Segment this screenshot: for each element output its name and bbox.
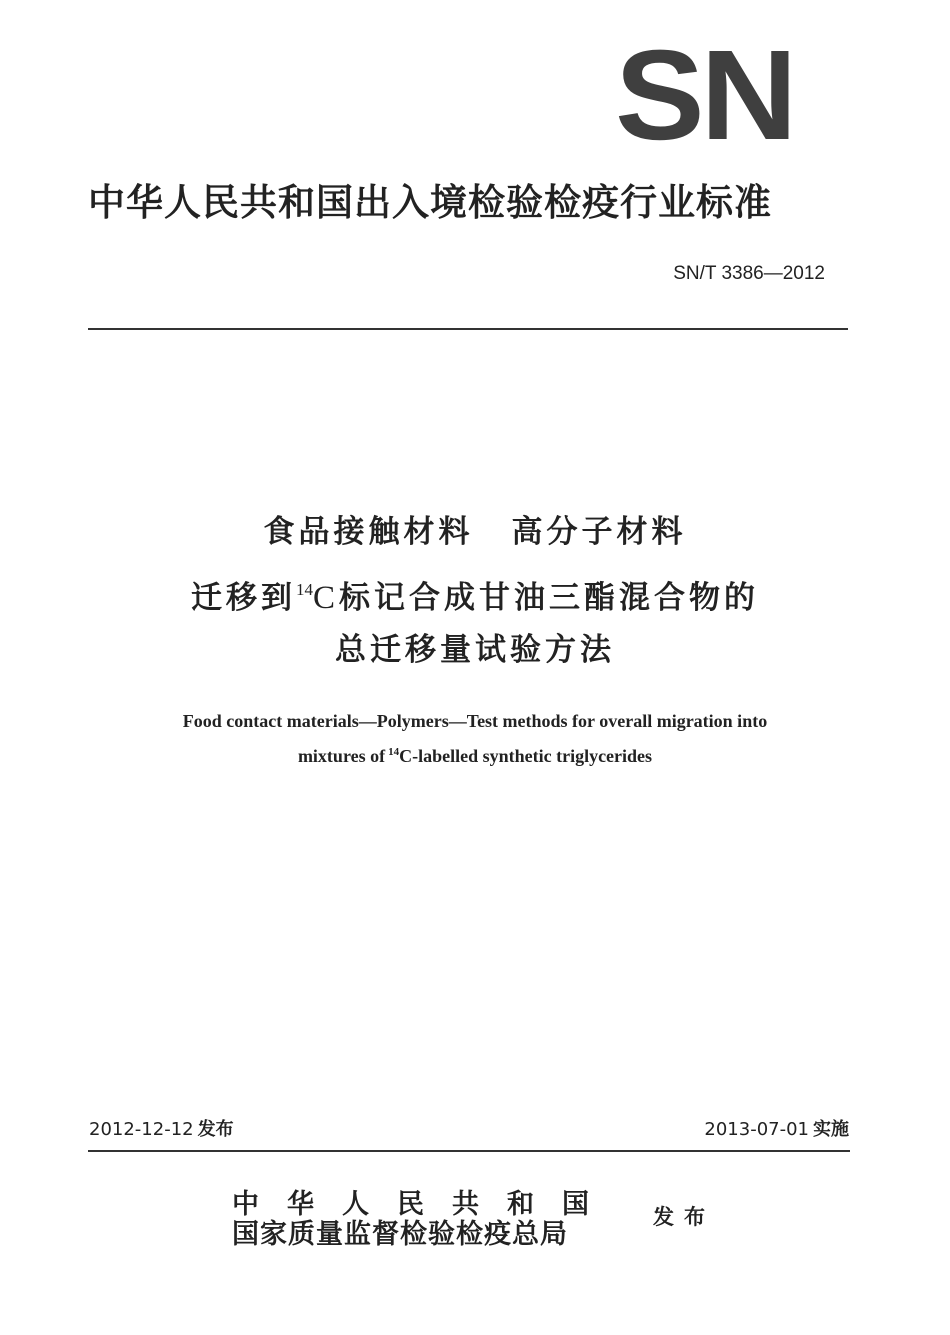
title-cn-part-1: 食品接触材料 bbox=[263, 514, 474, 550]
standard-number: SN/T 3386—2012 bbox=[673, 263, 825, 284]
title-cn-isotope-mass: 14 bbox=[295, 580, 313, 599]
bottom-divider bbox=[88, 1150, 850, 1152]
implementation-date-label: 实施 bbox=[813, 1119, 849, 1140]
issuer-country: 中华人民共和国 bbox=[232, 1189, 617, 1220]
implementation-date bbox=[704, 1117, 849, 1143]
title-cn-line-1 bbox=[60, 510, 890, 554]
title-cn-line-2-suffix: 标记合成甘油三酯混合物的 bbox=[339, 580, 759, 616]
standard-type-heading: 中华人民共和国出入境检验检疫行业标准 bbox=[88, 181, 772, 224]
top-divider bbox=[88, 328, 848, 330]
issue-date-value: 2012-12-12 bbox=[89, 1119, 194, 1140]
implementation-date-value: 2013-07-01 bbox=[704, 1119, 809, 1140]
title-en-line-1: Food contact materials—Polymers—Test methods for overall migration into bbox=[182, 711, 768, 731]
title-en-line-2-suffix: C-labelled synthetic triglycerides bbox=[399, 746, 653, 766]
issuer-agency: 国家质量监督检验检疫总局 bbox=[232, 1219, 568, 1250]
issuer-action: 发布 bbox=[653, 1205, 715, 1229]
title-en-line-2-prefix: mixtures of bbox=[297, 746, 386, 766]
title-cn-part-2: 高分子材料 bbox=[511, 514, 687, 550]
title-en-line-2 bbox=[60, 739, 890, 769]
title-cn-line-3: 总迁移量试验方法 bbox=[335, 632, 615, 668]
title-cn-carbon-symbol: C bbox=[312, 580, 335, 616]
title-cn-line-2 bbox=[60, 568, 890, 620]
issue-date bbox=[89, 1117, 234, 1143]
sn-logo: SN bbox=[615, 48, 794, 144]
title-en-isotope-mass: 14 bbox=[388, 746, 400, 758]
issue-date-label: 发布 bbox=[197, 1119, 234, 1140]
title-cn-line-2-prefix: 迁移到 bbox=[190, 580, 296, 616]
